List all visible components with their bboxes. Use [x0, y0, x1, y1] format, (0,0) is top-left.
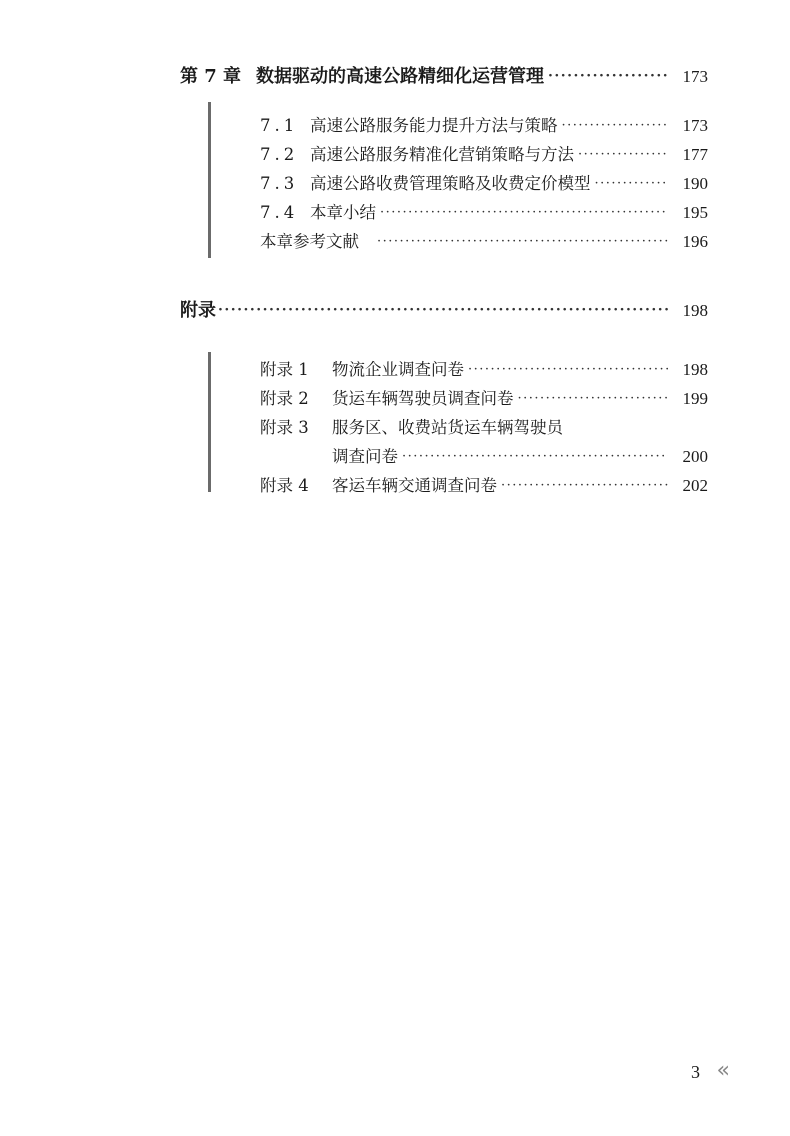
toc-appendix-3-continued[interactable]	[332, 443, 708, 467]
appendix-item-number: 附录 3	[260, 418, 309, 437]
dot-leader	[562, 115, 669, 132]
section-number: 7.2	[260, 145, 299, 164]
toc-section-7-4[interactable]	[260, 199, 708, 223]
appendix-item-number: 附录 1	[260, 360, 309, 379]
dot-leader	[380, 202, 668, 219]
section-page-number: 196	[682, 232, 708, 251]
toc-section-references[interactable]	[260, 228, 708, 252]
appendix-item-page-number: 199	[682, 389, 708, 408]
appendix-item-page-number: 198	[682, 360, 708, 379]
toc-appendix-4[interactable]	[260, 472, 708, 496]
dot-leader	[468, 359, 668, 376]
dot-leader	[377, 231, 668, 248]
appendix-page-number: 198	[682, 301, 708, 320]
toc-section-7-1[interactable]	[260, 112, 708, 136]
dot-leader	[518, 388, 669, 405]
dot-leader	[595, 173, 669, 190]
appendix-item-page-number: 202	[682, 476, 708, 495]
section-number: 7.4	[260, 203, 299, 222]
section-title: 本章参考文献	[260, 232, 359, 251]
chapter-page-number: 173	[682, 67, 708, 86]
section-number: 7.1	[260, 116, 299, 135]
appendix-item-number: 附录 2	[260, 389, 309, 408]
dot-leader	[501, 475, 668, 492]
appendix-group-bar	[208, 352, 211, 492]
section-page-number: 190	[682, 174, 708, 193]
dot-leader	[218, 298, 668, 316]
dot-leader	[402, 446, 668, 463]
appendix-item-title: 货运车辆驾驶员调查问卷	[332, 389, 514, 408]
section-group-bar	[208, 102, 211, 258]
toc-appendix-3[interactable]	[260, 414, 708, 438]
toc-section-7-2[interactable]	[260, 141, 708, 165]
chapter-title: 数据驱动的高速公路精细化运营管理	[256, 66, 544, 87]
section-title: 高速公路服务精准化营销策略与方法	[310, 145, 574, 164]
toc-appendix[interactable]	[180, 296, 708, 322]
section-number: 7.3	[260, 174, 299, 193]
toc-chapter-7[interactable]	[180, 62, 708, 88]
toc-appendix-2[interactable]	[260, 385, 708, 409]
toc-section-7-3[interactable]	[260, 170, 708, 194]
footer-page-number: 3	[691, 1062, 700, 1082]
section-page-number: 173	[682, 116, 708, 135]
appendix-item-title: 物流企业调查问卷	[332, 360, 464, 379]
appendix-item-title-continued: 调查问卷	[332, 447, 398, 466]
section-page-number: 195	[682, 203, 708, 222]
dot-leader	[578, 144, 668, 161]
appendix-item-title: 客运车辆交通调查问卷	[332, 476, 497, 495]
toc-appendix-1[interactable]	[260, 356, 708, 380]
section-title: 高速公路收费管理策略及收费定价模型	[310, 174, 591, 193]
double-chevron-left-icon: «	[716, 1058, 730, 1083]
section-title: 高速公路服务能力提升方法与策略	[310, 116, 558, 135]
dot-leader	[548, 64, 668, 82]
appendix-item-page-number: 200	[682, 447, 708, 466]
appendix-item-number: 附录 4	[260, 476, 309, 495]
appendix-title: 附录	[180, 300, 216, 321]
section-page-number: 177	[682, 145, 708, 164]
appendix-item-title: 服务区、收费站货运车辆驾驶员	[332, 418, 563, 437]
chapter-number: 第 7 章	[180, 66, 242, 87]
section-title: 本章小结	[310, 203, 376, 222]
